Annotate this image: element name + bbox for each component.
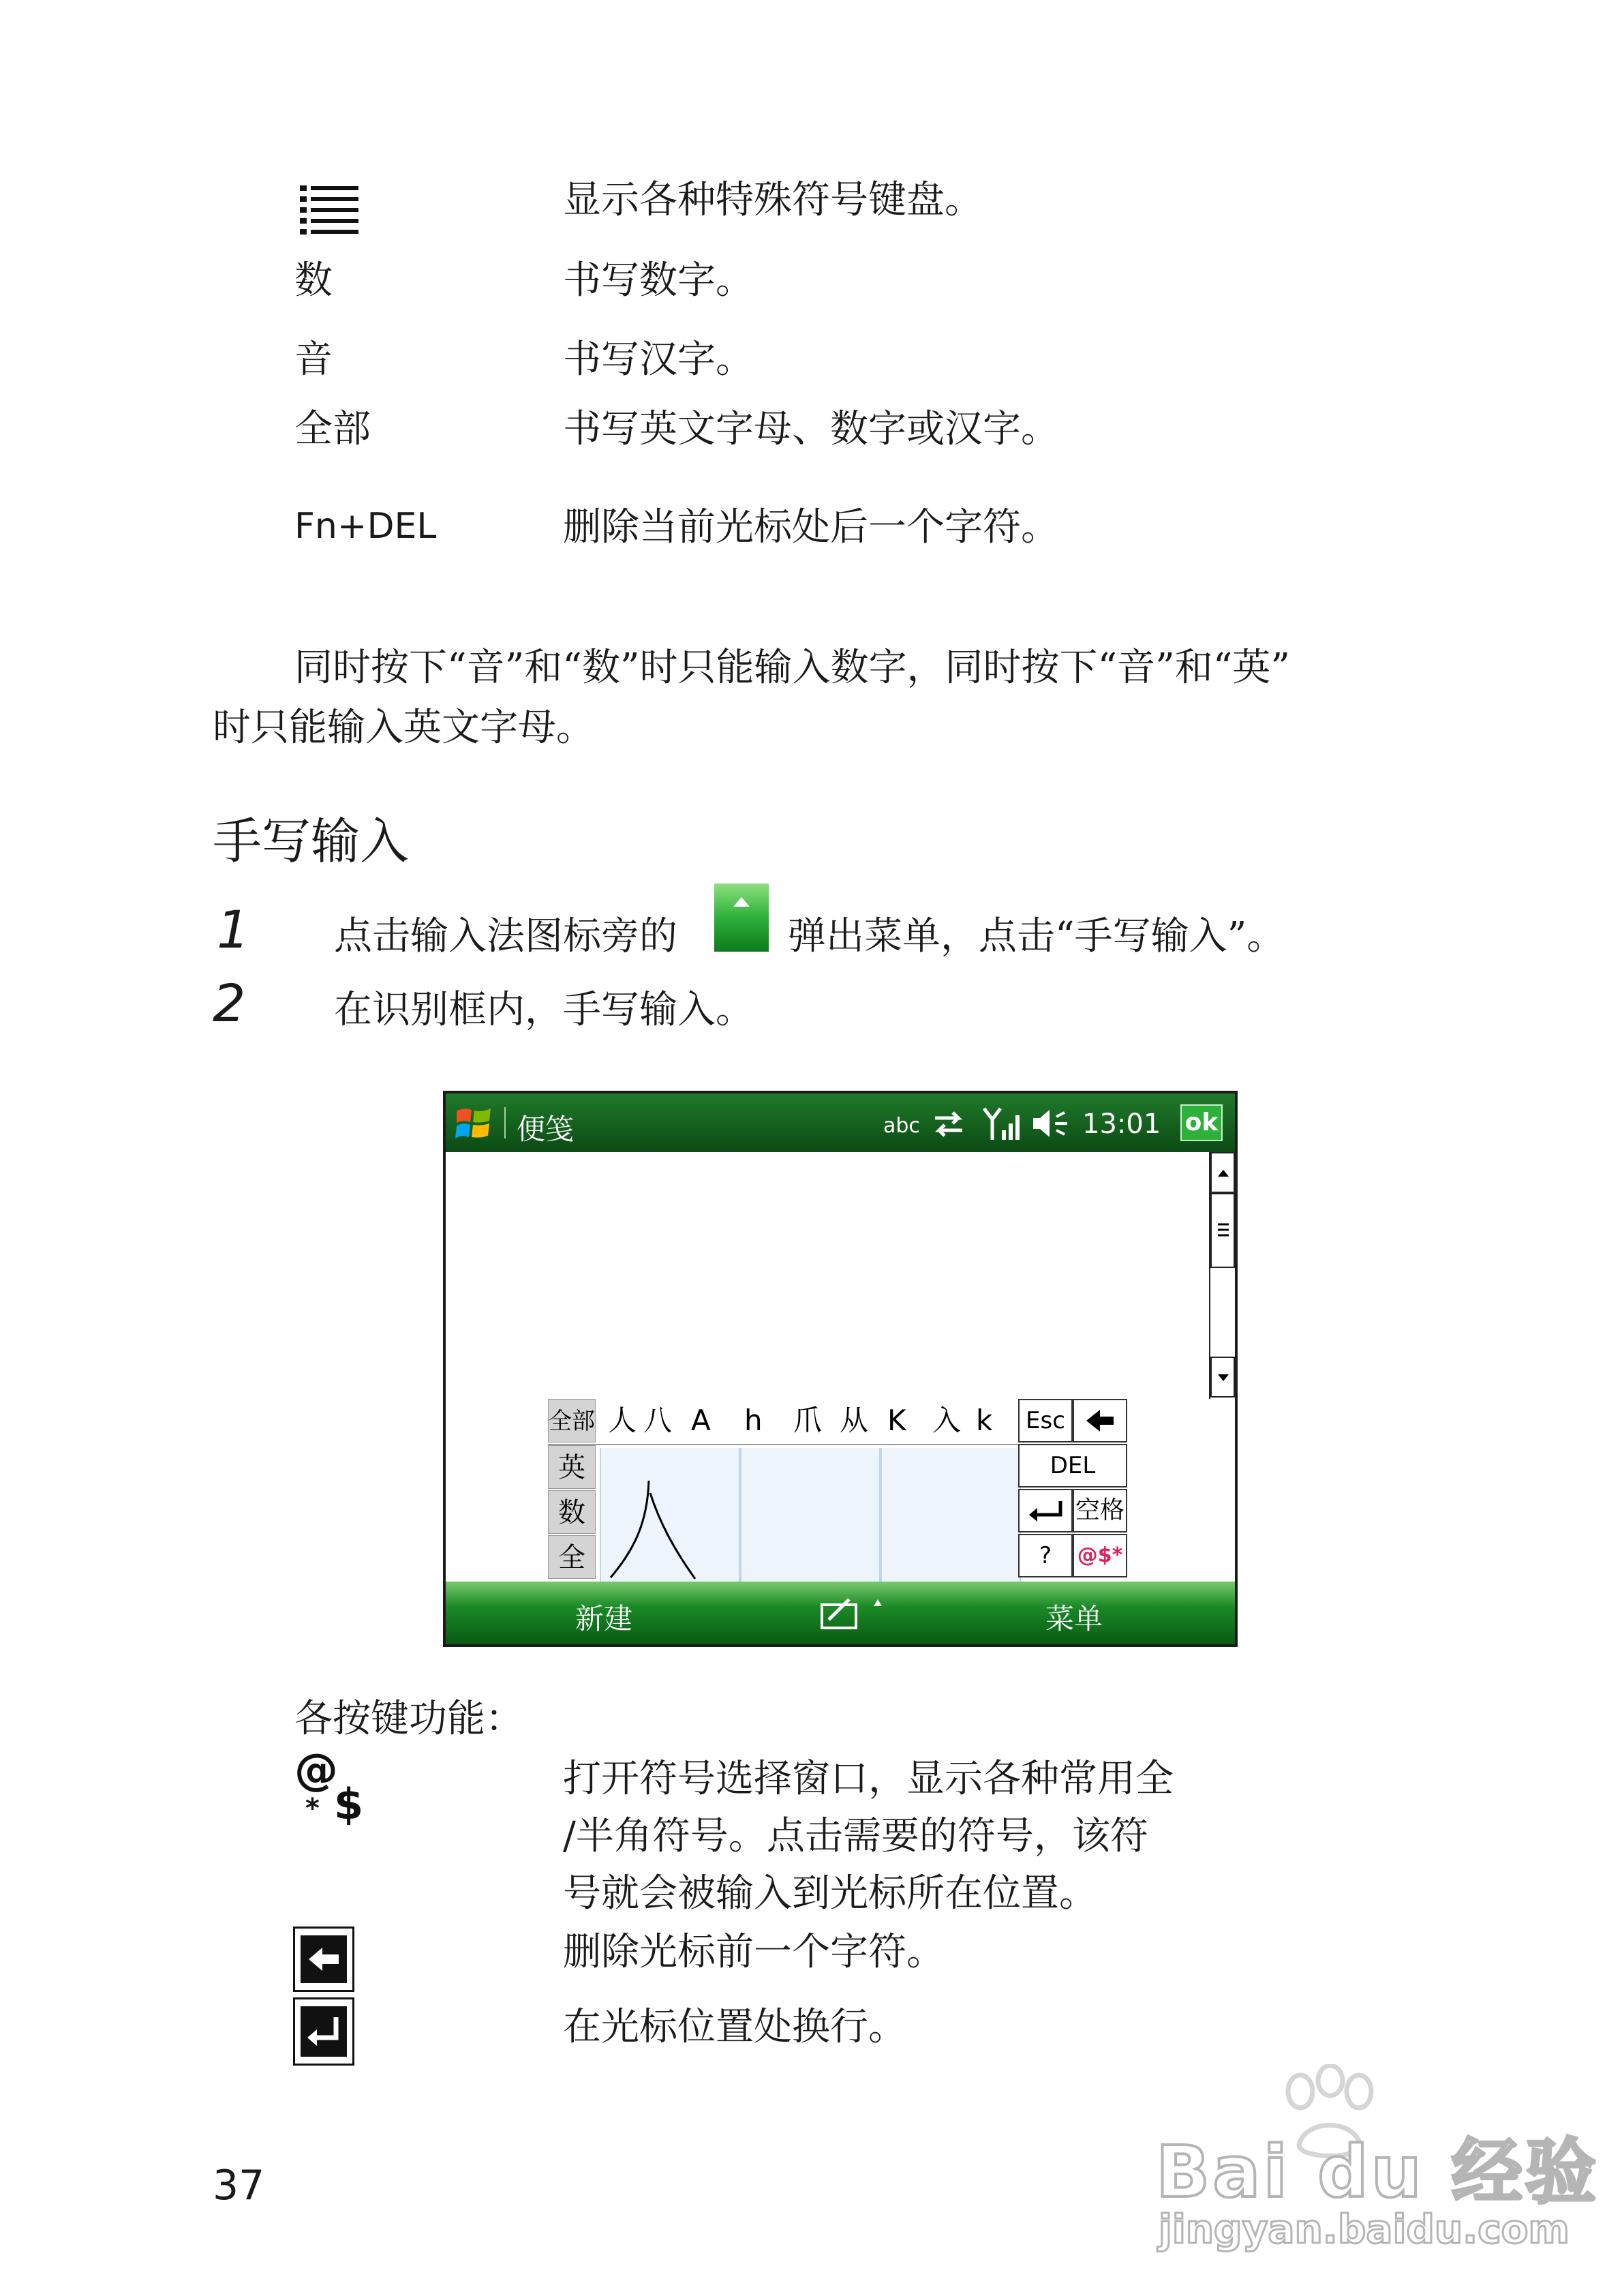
function-desc-symbol-line-3: 号就会被输入到光标所在位置。 [563,1871,1097,1916]
sync-arrows-icon[interactable] [931,1107,966,1140]
writing-box-3[interactable] [881,1448,1021,1582]
signal-icon[interactable] [981,1104,1020,1143]
functions-heading: 各按键功能： [294,1697,523,1741]
backspace-key[interactable] [1073,1399,1127,1442]
soft-key-bar [446,1582,1235,1644]
candidate-5[interactable]: 爪 [793,1404,823,1437]
writing-box-2[interactable] [740,1448,881,1582]
key-desc-all: 书写英文字母、数字或汉字。 [563,407,1059,451]
input-mode-abc[interactable]: abc [883,1114,920,1138]
svg-text:$: $ [334,1779,364,1826]
candidate-6[interactable]: 从 [840,1404,869,1437]
step-1-text-after: 弹出菜单，点击“手写输入”。 [788,914,1285,958]
svg-text:*: * [305,1793,320,1824]
function-desc-backspace: 删除光标前一个字符。 [563,1930,945,1974]
candidate-8[interactable]: 入 [932,1404,962,1437]
writing-box-1[interactable] [600,1448,740,1582]
function-desc-symbol-line-2: /半角符号。点击需要的符号，该符 [563,1814,1148,1858]
space-key[interactable]: 空格 [1073,1489,1127,1532]
enter-icon [293,1997,354,2066]
step-1-text-before: 点击输入法图标旁的 [334,914,677,958]
section-title: 手写输入 [213,813,410,870]
app-title: 便笺 [517,1113,575,1146]
question-key[interactable]: ? [1018,1534,1073,1577]
scroll-down-button[interactable] [1210,1357,1235,1398]
title-divider [504,1107,506,1138]
clock[interactable]: 13:01 [1082,1108,1161,1140]
candidate-7[interactable]: K [887,1404,906,1437]
softkey-menu[interactable]: 菜单 [1045,1602,1103,1635]
step-2-number: 2 [213,973,246,1033]
key-label-sound: 音 [294,337,333,382]
candidate-3[interactable]: A [691,1404,711,1437]
candidate-2[interactable]: 八 [643,1404,673,1437]
candidate-1[interactable]: 人 [608,1404,637,1437]
input-panel-toggle-icon[interactable] [819,1592,894,1633]
mode-number-button[interactable]: 数 [548,1490,596,1534]
key-desc-fn-del: 删除当前光标处后一个字符。 [563,505,1059,549]
start-windows-icon[interactable] [454,1104,493,1143]
symbol-keyboard-icon [299,183,361,236]
device-screenshot [443,1091,1238,1647]
scroll-up-button[interactable] [1210,1152,1235,1193]
svg-text:@: @ [294,1751,338,1796]
scroll-thumb[interactable] [1210,1193,1235,1268]
key-label-number: 数 [294,258,333,303]
step-2-text: 在识别框内，手写输入。 [334,988,754,1032]
title-bar [446,1093,1235,1152]
at-dollar-icon: @$* [1077,1543,1123,1567]
key-desc-symbols: 显示各种特殊符号键盘。 [563,178,983,222]
paragraph-line-2: 时只能输入英文字母。 [213,706,594,750]
candidate-4[interactable]: h [744,1404,763,1437]
at-dollar-icon [292,1751,373,1826]
volume-icon[interactable] [1030,1106,1071,1141]
ok-button[interactable]: ok [1180,1104,1223,1141]
del-key[interactable]: DEL [1018,1444,1127,1487]
mode-all-button[interactable]: 全部 [548,1399,596,1442]
page-number: 37 [213,2162,265,2209]
key-desc-sound: 书写汉字。 [563,337,754,382]
watermark-brand: Bai du 经验 [1156,2130,1599,2214]
mode-english-button[interactable]: 英 [548,1445,596,1489]
paragraph-line-1: 同时按下“音”和“数”时只能输入数字，同时按下“音”和“英” [294,646,1291,690]
step-1-number: 1 [217,899,250,960]
function-desc-symbol-line-1: 打开符号选择窗口，显示各种常用全 [563,1757,1174,1801]
vertical-scrollbar[interactable] [1209,1152,1236,1399]
candidate-9[interactable]: k [976,1404,993,1437]
function-desc-enter: 在光标位置处换行。 [563,2005,906,2049]
watermark-url: jingyan.baidu.com [1159,2206,1570,2252]
key-label-fn-del: Fn+DEL [294,506,437,547]
mode-fullwidth-button[interactable]: 全 [548,1535,596,1579]
esc-key[interactable]: Esc [1018,1399,1073,1442]
enter-key[interactable] [1018,1489,1073,1532]
note-text-area[interactable] [446,1152,1209,1401]
symbol-key[interactable] [1073,1534,1127,1577]
backspace-icon [293,1927,354,1992]
key-label-all: 全部 [294,407,371,451]
softkey-new[interactable]: 新建 [575,1602,633,1635]
input-method-arrow-icon [714,883,769,952]
key-desc-number: 书写数字。 [563,258,754,303]
